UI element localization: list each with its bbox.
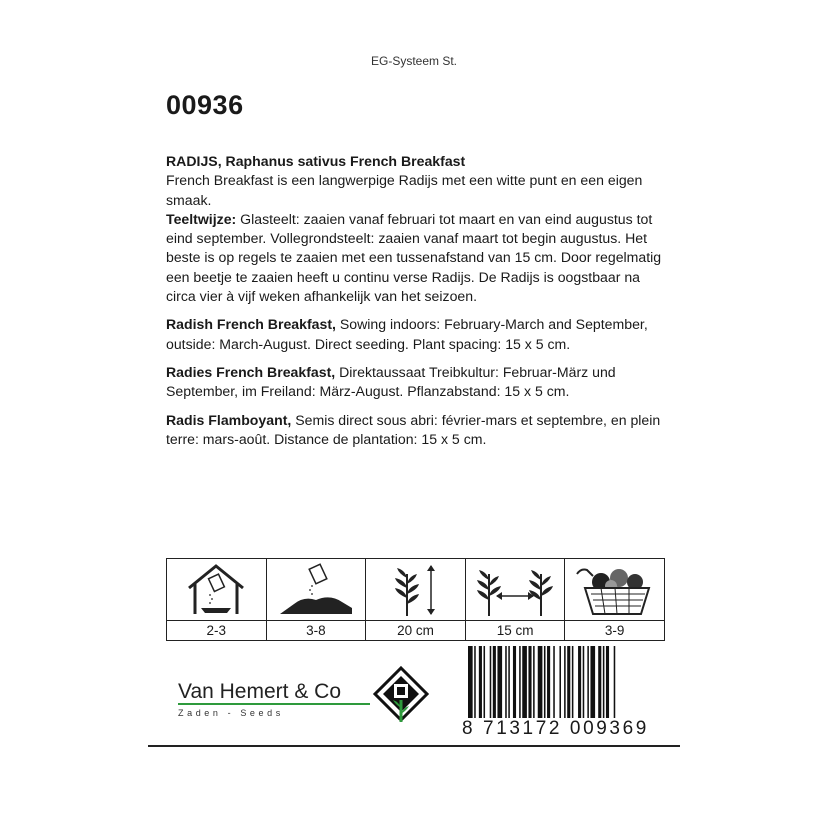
spacing-value: 15 cm xyxy=(496,623,534,638)
harvest-basket-icon xyxy=(571,562,659,618)
brand-underline xyxy=(178,703,370,705)
french-section xyxy=(166,411,666,450)
system-label: EG-Systeem St. xyxy=(370,54,458,68)
german-section xyxy=(166,363,666,402)
info-cell-spacing xyxy=(466,559,566,640)
german-label: Radies French Breakfast, xyxy=(166,363,336,380)
info-cell-greenhouse xyxy=(167,559,267,640)
outdoor-sowing-icon xyxy=(276,562,356,618)
english-label: Radish French Breakfast, xyxy=(166,316,336,333)
english-text: Sowing indoors: February-March and September, outside: March-August. Direct seeding. Plant spacing: 15 x 5 cm. xyxy=(166,316,648,352)
description-block xyxy=(166,152,666,458)
product-code: 00936 xyxy=(166,90,244,120)
french-label: Radis Flamboyant, xyxy=(166,411,292,428)
dutch-description: French Breakfast is een langwerpige Radijs met een witte punt en een eigen smaak. xyxy=(166,172,643,208)
brand-name: Van Hemert & Co xyxy=(178,680,342,703)
english-section xyxy=(166,315,666,354)
brand-tagline: Zaden - Seeds xyxy=(178,708,284,718)
dutch-title: RADIJS, Raphanus sativus French Breakfast xyxy=(166,153,466,169)
height-value: 20 cm xyxy=(397,623,434,638)
company-logo-icon xyxy=(371,664,431,728)
greenhouse-sowing-icon xyxy=(181,562,251,618)
teeltwijze-label: Teeltwijze: xyxy=(166,210,237,227)
info-cell-harvest xyxy=(565,559,664,640)
info-cell-outdoor xyxy=(267,559,367,640)
sowing-info-table xyxy=(166,558,665,641)
outdoor-value: 3-8 xyxy=(306,623,326,638)
bottom-divider xyxy=(148,745,680,747)
barcode-number: 8 713172 009369 xyxy=(462,718,649,739)
german-text: Direktaussaat Treibkultur: Februar-März und September, im Freiland: März-August. Pflanzabstand: 15 x 5 cm. xyxy=(166,363,616,400)
plant-height-icon xyxy=(385,562,445,618)
french-text: Semis direct sous abri: février-mars et septembre, en plein terre: mars-août. Distance de plantation: 15 x 5 cm. xyxy=(166,411,661,447)
harvest-value: 3-9 xyxy=(604,623,625,638)
barcode-icon xyxy=(468,646,666,724)
dutch-section xyxy=(166,152,666,306)
plant-spacing-icon xyxy=(473,562,557,618)
greenhouse-value: 2-3 xyxy=(206,623,227,638)
teeltwijze-text: Glasteelt: zaaien vanaf februari tot maart en van eind augustus tot eind september. Vollegrondsteelt: zaaien vanaf maart tot begin augustus. Het beste is op regels te zaaien met een tussenafstand van 15 cm. Door regelmatig een beetje te zaaien heeft u continu verse Radijs. De Radijs is oogstbaar na circa vier à vijf weken afhankelijk van het seizoen. xyxy=(166,210,662,305)
info-cell-height xyxy=(366,559,466,640)
